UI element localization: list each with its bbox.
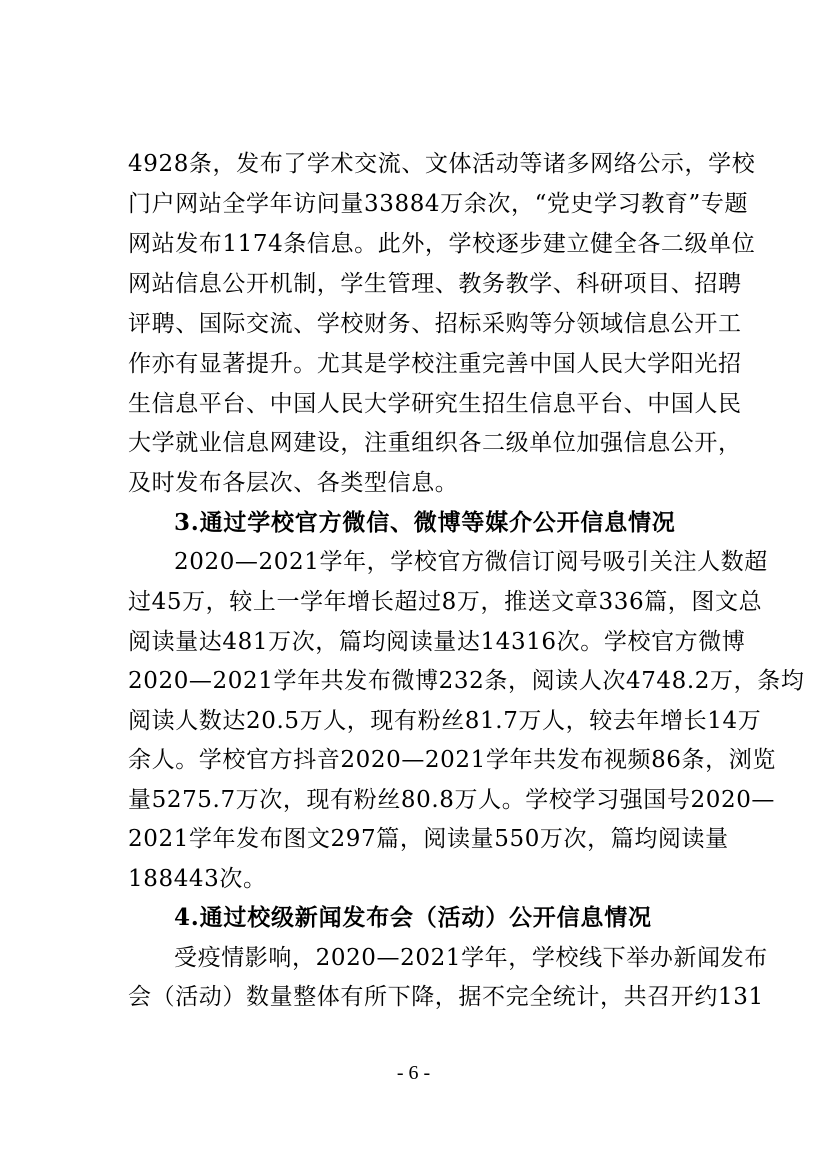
body-line: 网站发布1174条信息。此外，学校逐步建立健全各二级单位 (128, 231, 756, 257)
body-line: 评聘、国际交流、学校财务、招标采购等分领域信息公开工 (128, 311, 742, 337)
body-line: 余人。学校官方抖音2020—2021学年共发布视频86条，浏览 (128, 747, 776, 773)
body-line: 受疫情影响，2020—2021学年，学校线下举办新闻发布 (174, 945, 768, 971)
body-line: 过45万，较上一学年增长超过8万，推送文章336篇，图文总 (128, 589, 763, 615)
body-line: 门户网站全学年访问量33884万余次，“党史学习教育”专题 (128, 191, 749, 217)
section-heading: 3.通过学校官方微信、微博等媒介公开信息情况 (174, 509, 676, 536)
body-line: 及时发布各层次、各类型信息。 (128, 470, 459, 496)
body-line: 4928条，发布了学术交流、文体活动等诸多网络公示，学校 (128, 151, 756, 177)
body-line: 作亦有显著提升。尤其是学校注重完善中国人民大学阳光招 (128, 351, 742, 377)
body-line: 2020—2021学年，学校官方微信订阅号吸引关注人数超 (174, 549, 768, 575)
body-line: 2020—2021学年共发布微博232条，阅读人次4748.2万，条均 (128, 668, 805, 694)
body-line: 生信息平台、中国人民大学研究生招生信息平台、中国人民 (128, 391, 742, 417)
body-line: 大学就业信息网建设，注重组织各二级单位加强信息公开， (128, 430, 742, 456)
body-line: 阅读量达481万次，篇均阅读量达14316次。学校官方微博 (128, 629, 746, 655)
section-heading: 4.通过校级新闻发布会（活动）公开信息情况 (174, 904, 652, 931)
body-line: 188443次。 (128, 866, 267, 892)
page-number: - 6 - (396, 1062, 431, 1084)
body-line: 2021学年发布图文297篇，阅读量550万次，篇均阅读量 (128, 826, 729, 852)
body-line: 会（活动）数量整体有所下降，据不完全统计，共召开约131 (128, 984, 764, 1010)
body-line: 网站信息公开机制，学生管理、教务教学、科研项目、招聘 (128, 271, 742, 297)
body-line: 阅读人数达20.5万人，现有粉丝81.7万人，较去年增长14万 (128, 708, 762, 734)
body-line: 量5275.7万次，现有粉丝80.8万人。学校学习强国号2020— (128, 787, 776, 813)
